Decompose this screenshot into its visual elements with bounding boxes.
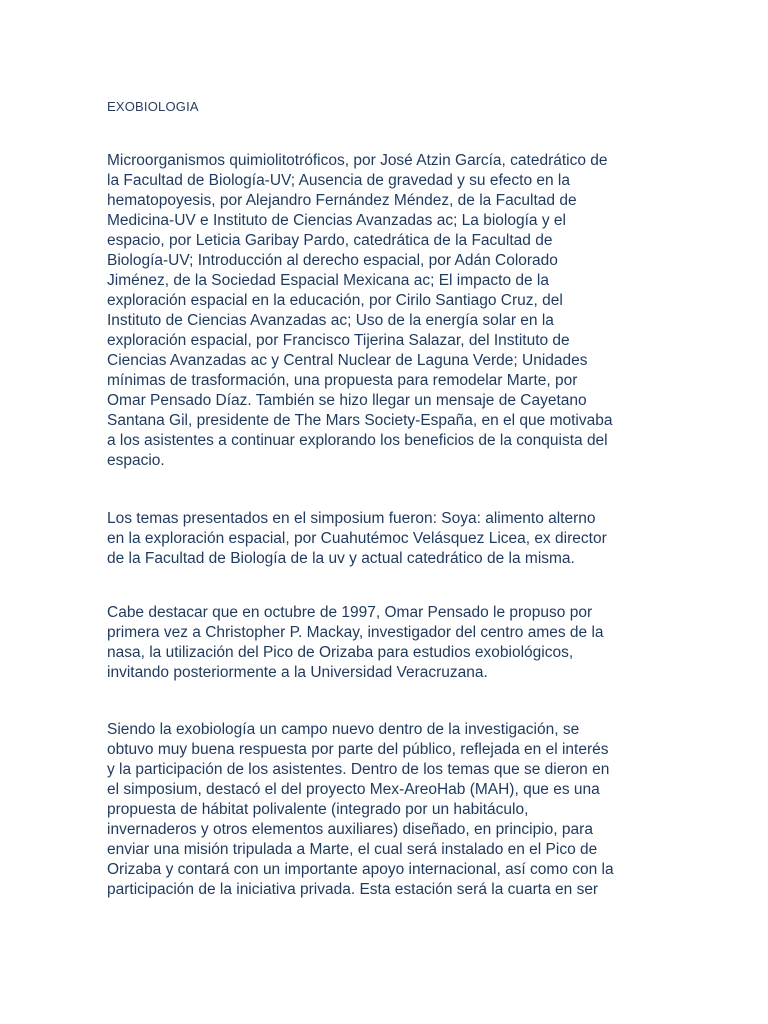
paragraph-mex-areohab bbox=[107, 720, 667, 900]
text-line: Santana Gil, presidente de The Mars Society-España, en el que motivaba bbox=[107, 412, 613, 429]
paragraph-pico-orizaba bbox=[107, 603, 667, 683]
text-line: participación de la iniciativa privada. Esta estación será la cuarta en ser bbox=[107, 881, 599, 898]
text-line: Instituto de Ciencias Avanzadas ac; Uso de la energía solar en la bbox=[107, 312, 554, 329]
text-line: Ciencias Avanzadas ac y Central Nuclear de Laguna Verde; Unidades bbox=[107, 352, 588, 369]
text-line: Omar Pensado Díaz. También se hizo llegar un mensaje de Cayetano bbox=[107, 392, 587, 409]
text-line: enviar una misión tripulada a Marte, el cual será instalado en el Pico de bbox=[107, 841, 598, 858]
text-line: obtuvo muy buena respuesta por parte del público, reflejada en el interés bbox=[107, 741, 609, 758]
text-line: Biología-UV; Introducción al derecho espacial, por Adán Colorado bbox=[107, 252, 558, 269]
text-line: Siendo la exobiología un campo nuevo dentro de la investigación, se bbox=[107, 721, 580, 738]
text-line: espacio. bbox=[107, 452, 165, 469]
paragraph-speakers bbox=[107, 151, 667, 471]
text-line: exploración espacial en la educación, por Cirilo Santiago Cruz, del bbox=[107, 292, 563, 309]
text-line: invitando posteriormente a la Universidad Veracruzana. bbox=[107, 664, 488, 681]
text-line: a los asistentes a continuar explorando los beneficios de la conquista del bbox=[107, 432, 608, 449]
text-line: Cabe destacar que en octubre de 1997, Omar Pensado le propuso por bbox=[107, 604, 593, 621]
text-line: Jiménez, de la Sociedad Espacial Mexicana ac; El impacto de la bbox=[107, 272, 549, 289]
text-line: Orizaba y contará con un importante apoyo internacional, así como con la bbox=[107, 861, 614, 878]
text-line: de la Facultad de Biología de la uv y actual catedrático de la misma. bbox=[107, 550, 575, 567]
paragraph-topics bbox=[107, 509, 667, 569]
text-line: Microorganismos quimiolitotróficos, por José Atzin García, catedrático de bbox=[107, 152, 608, 169]
text-line: Los temas presentados en el simposium fueron: Soya: alimento alterno bbox=[107, 510, 596, 527]
text-line: espacio, por Leticia Garibay Pardo, catedrática de la Facultad de bbox=[107, 232, 553, 249]
text-line: Medicina-UV e Instituto de Ciencias Avanzadas ac; La biología y el bbox=[107, 212, 566, 229]
text-line: el simposium, destacó el del proyecto Mex-AreoHab (MAH), que es una bbox=[107, 781, 600, 798]
text-line: mínimas de trasformación, una propuesta para remodelar Marte, por bbox=[107, 372, 578, 389]
text-line: y la participación de los asistentes. Dentro de los temas que se dieron en bbox=[107, 761, 610, 778]
text-line: la Facultad de Biología-UV; Ausencia de gravedad y su efecto en la bbox=[107, 172, 570, 189]
text-line: propuesta de hábitat polivalente (integrado por un habitáculo, bbox=[107, 801, 529, 818]
text-line: invernaderos y otros elementos auxiliares) diseñado, en principio, para bbox=[107, 821, 593, 838]
document-title: EXOBIOLOGIA bbox=[107, 99, 199, 114]
text-line: en la exploración espacial, por Cuahutémoc Velásquez Licea, ex director bbox=[107, 530, 607, 547]
text-line: exploración espacial, por Francisco Tijerina Salazar, del Instituto de bbox=[107, 332, 570, 349]
text-line: nasa, la utilización del Pico de Orizaba para estudios exobiológicos, bbox=[107, 644, 574, 661]
text-line: hematopoyesis, por Alejandro Fernández Méndez, de la Facultad de bbox=[107, 192, 577, 209]
text-line: primera vez a Christopher P. Mackay, investigador del centro ames de la bbox=[107, 624, 604, 641]
